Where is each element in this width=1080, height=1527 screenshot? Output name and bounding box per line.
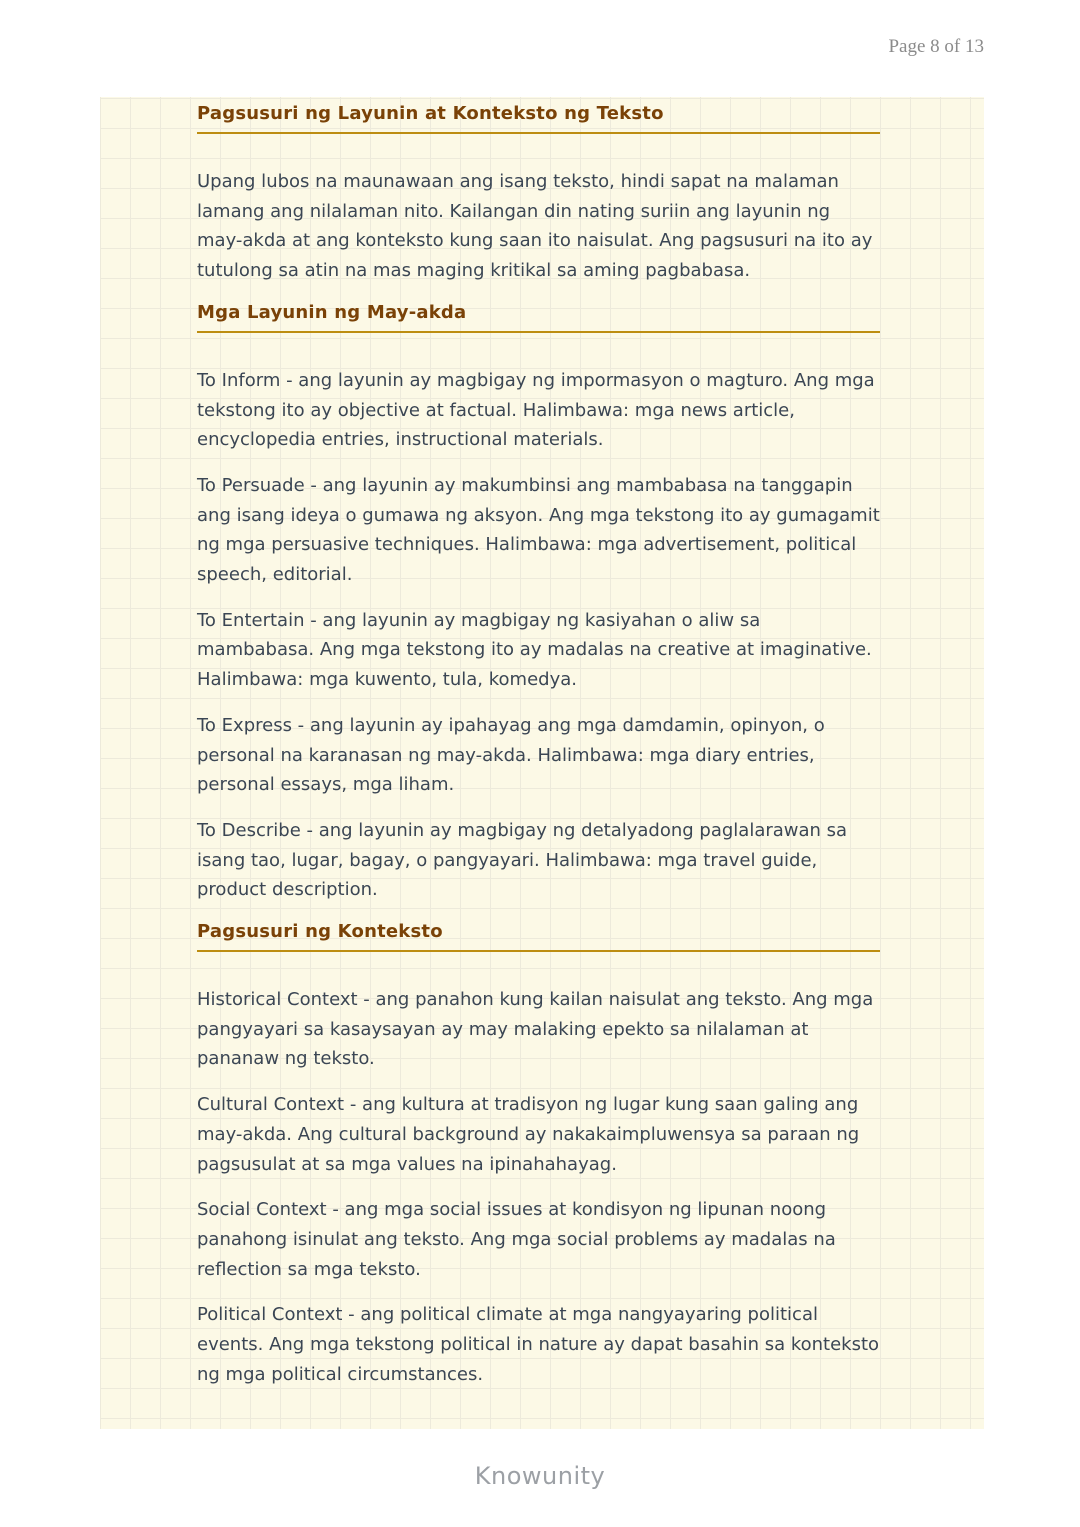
section-heading: Pagsusuri ng Konteksto	[197, 921, 880, 952]
page-number: Page 8 of 13	[888, 36, 984, 57]
note-sheet	[100, 97, 984, 1429]
paragraph-intro: Upang lubos na maunawaan ang isang teksto, hindi sapat na malaman lamang ang nilalaman nito. Kailangan din nating suriin ang layunin ng may-akda at ang konteksto kung saan ito naisulat. Ang pagsusuri na ito ay tutulong sa atin na mas maging kritikal sa aming pagbabasa.	[197, 171, 873, 282]
paragraph-to-describe: To Describe - ang layunin ay magbigay ng detalyadong paglalarawan sa isang tao, lugar, bagay, o pangyayari. Halimbawa: mga travel guide, product description.	[197, 819, 848, 901]
section-mga-layunin-ng-may-akda	[197, 302, 880, 905]
paragraph-to-entertain: To Entertain - ang layunin ay magbigay ng kasiyahan o aliw sa mambabasa. Ang mga tekstong ito ay madalas na creative at imaginative. Halimbawa: mga kuwento, tula, komedya.	[197, 609, 872, 691]
section-heading: Pagsusuri ng Layunin at Konteksto ng Teksto	[197, 103, 880, 134]
paragraph-to-persuade: To Persuade - ang layunin ay makumbinsi ang mambabasa na tanggapin ang isang ideya o gumawa ng aksyon. Ang mga tekstong ito ay gumagamit ng mga persuasive techniques. Halimbawa: mga advertisement, political speech, editorial.	[197, 474, 880, 586]
paragraph-social-context: Social Context - ang mga social issues at kondisyon ng lipunan noong panahong isinulat ang teksto. Ang mga social problems ay madalas na reflection sa mga teksto.	[197, 1199, 836, 1280]
watermark-knowunity: Knowunity	[474, 1462, 606, 1490]
paragraph-political-context: Political Context - ang political climate at mga nangyayaring political events. Ang mga tekstong political in nature ay dapat basahin sa konteksto ng mga political circumstances.	[197, 1304, 880, 1385]
paragraph-historical-context: Historical Context - ang panahon kung kailan naisulat ang teksto. Ang mga pangyayari sa kasaysayan ay may malaking epekto sa nilalaman at pananaw ng teksto.	[197, 989, 874, 1070]
paragraph-to-express: To Express - ang layunin ay ipahayag ang mga damdamin, opinyon, o personal na karanasan ng may-akda. Halimbawa: mga diary entries, personal essays, mga liham.	[197, 714, 825, 796]
paragraph-cultural-context: Cultural Context - ang kultura at tradisyon ng lugar kung saan galing ang may-akda. Ang cultural background ay nakakaimpluwensya sa paraan ng pagsusulat at sa mga values na ipinahahayag.	[197, 1094, 860, 1175]
section-pagsusuri-ng-konteksto	[197, 921, 880, 1389]
section-heading: Mga Layunin ng May-akda	[197, 302, 880, 333]
section-layunin-at-konteksto	[197, 103, 880, 286]
paragraph-to-inform: To Inform - ang layunin ay magbigay ng impormasyon o magturo. Ang mga tekstong ito ay objective at factual. Halimbawa: mga news article, encyclopedia entries, instructional materials.	[197, 369, 875, 451]
